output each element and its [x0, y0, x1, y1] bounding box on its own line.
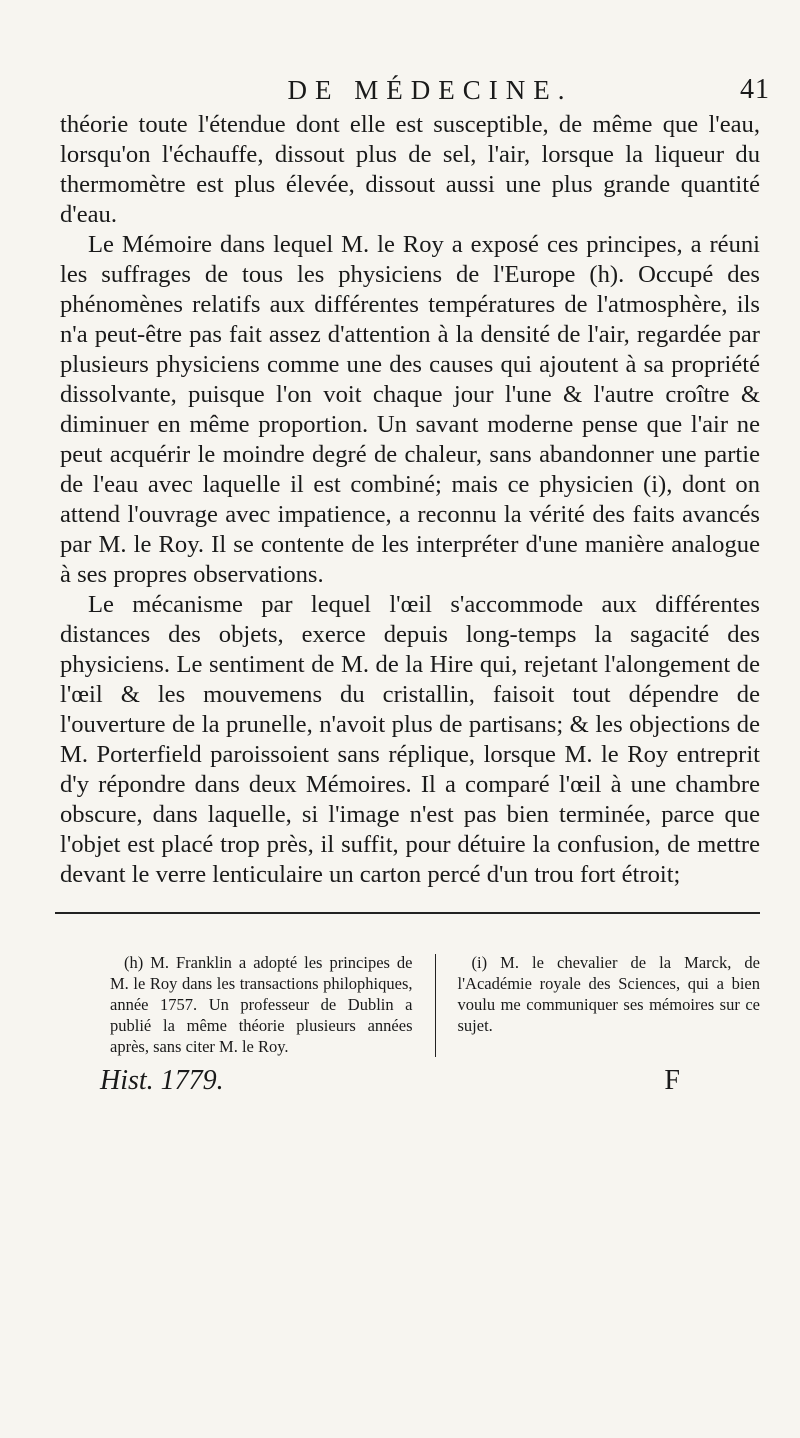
paragraph-2: Le Mémoire dans lequel M. le Roy a exposé ces principes, a réuni les suffrages de tous les physiciens de l'Europe (h). Occupé des phénomènes relatifs aux différentes températures de l'atmosphère, ils n'a peut-être pas fait assez d'attention à la densité de l'air, regardée par plusieurs physiciens comme une des causes qui ajoutent à sa propriété dissolvante, puisque l'on voit chaque jour l'une & l'autre croître & diminuer en même proportion. Un savant moderne pense que l'air ne peut acquérir le moindre degré de chaleur, sans abandonner une partie de l'eau avec laquelle il est combiné; mais ce physicien (i), dont on attend l'ouvrage avec impatience, a reconnu la vérité des faits avancés par M. le Roy. Il se contente de les interpréter d'une manière analogue à ses propres observations.: [60, 231, 760, 588]
running-header: [60, 70, 770, 110]
page-number: 41: [740, 74, 770, 105]
document-page: [60, 70, 770, 1105]
body-text: [60, 110, 760, 890]
footnote-h: [60, 952, 435, 1057]
paragraph-3: Le mécanisme par lequel l'œil s'accommode aux différentes distances des objets, exerce depuis long-temps la sagacité des physiciens. Le sentiment de M. de la Hire qui, rejetant l'alongement de l'œil & les mouvemens du cristallin, faisoit tout dépendre de l'ouverture de la prunelle, n'avoit plus de partisans; & les objections de M. Porterfield paroissoient sans réplique, lorsque M. le Roy entreprit d'y répondre dans deux Mémoires. Il a comparé l'œil à une chambre obscure, dans laquelle, si l'image n'est pas bien terminée, parce que l'objet est placé trop près, il suffit, pour détuire la confusion, de mettre devant le verre lenticulaire un carton percé d'un trou fort étroit;: [60, 591, 760, 888]
volume-mark: Hist. 1779.: [100, 1065, 224, 1096]
footnote-divider: [435, 954, 436, 1057]
footnotes: [60, 952, 760, 1057]
footnote-i: [442, 952, 761, 1057]
footnote-i-text: (i) M. le chevalier de la Marck, de l'Académie royale des Sciences, qui a bien voulu me communiquer ses mémoires sur ce sujet.: [457, 953, 760, 1035]
page-footer: [60, 1065, 760, 1105]
signature-mark: F: [664, 1065, 680, 1096]
footnote-h-text: (h) M. Franklin a adopté les principes de M. le Roy dans les transactions philophiques, année 1757. Un professeur de Dublin a publié la même théorie plusieurs années après, sans citer M. le Roy.: [110, 953, 413, 1056]
footnote-rule: [55, 912, 760, 914]
paragraph-1: théorie toute l'étendue dont elle est susceptible, de même que l'eau, lorsqu'on l'échauffe, dissout plus de sel, l'air, lorsque la liqueur du thermomètre est plus élevée, dissout aussi une plus grande quantité d'eau.: [60, 111, 760, 228]
running-title: DE MÉDECINE.: [287, 75, 573, 105]
